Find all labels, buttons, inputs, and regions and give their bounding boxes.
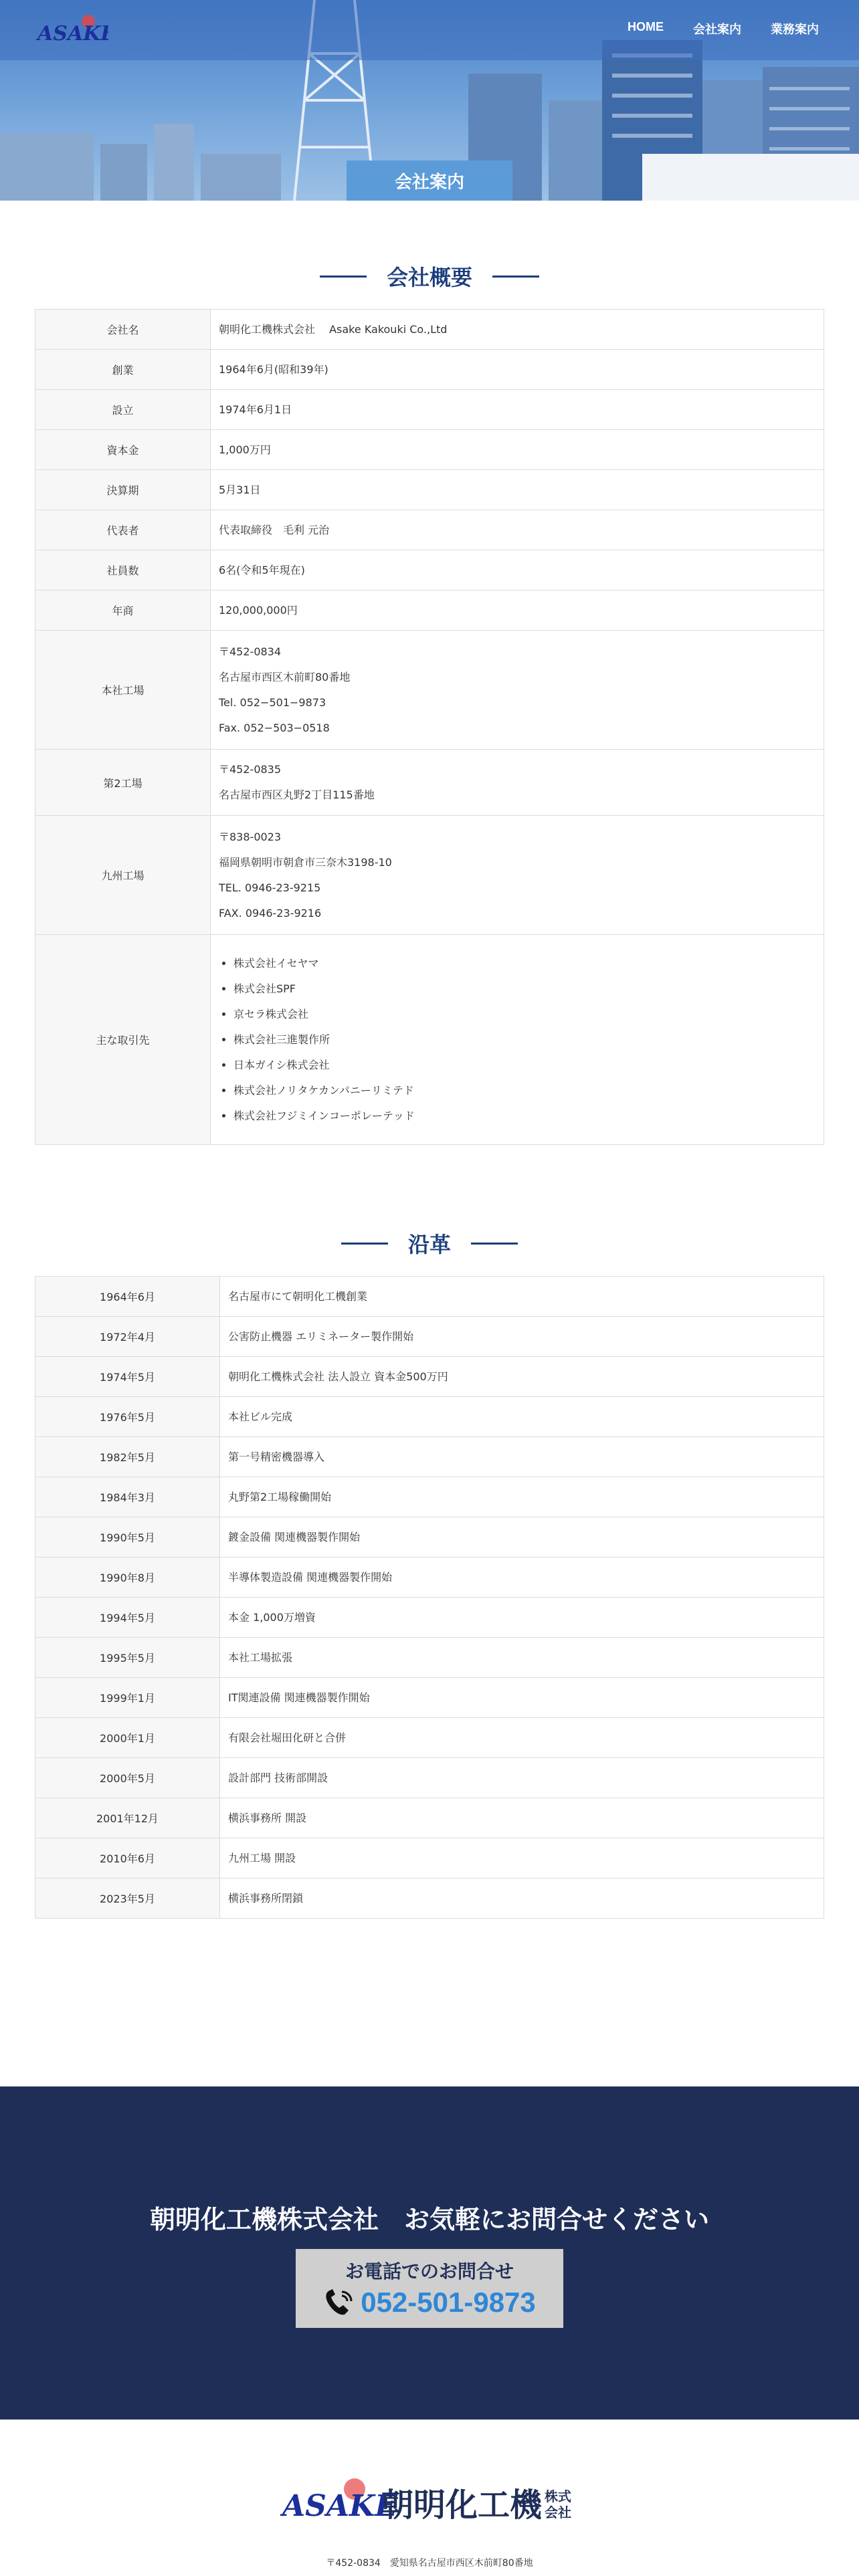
nav-business[interactable]: 業務案内 [771, 23, 819, 36]
overview-row [35, 631, 824, 750]
history-row [35, 1718, 824, 1758]
overview-value-line: Fax. 052−503−0518 [219, 721, 330, 734]
history-table [35, 1276, 824, 1919]
history-event: 横浜事務所 開設 [220, 1798, 824, 1838]
history-row [35, 1638, 824, 1678]
overview-label: 代表者 [35, 510, 211, 550]
overview-row [35, 816, 824, 935]
overview-value [211, 430, 824, 470]
history-date: 1990年8月 [35, 1558, 220, 1598]
contact-heading: 朝明化工機株式会社 お気軽にお問合せください [149, 2205, 709, 2234]
history-row [35, 1397, 824, 1437]
history-event: 半導体製造設備 関連機器製作開始 [220, 1558, 824, 1598]
history-event: 鍍金設備 関連機器製作開始 [220, 1517, 824, 1558]
nav-company[interactable]: 会社案内 [693, 23, 741, 36]
overview-value [211, 510, 824, 550]
client-item: • 京セラ株式会社 [233, 1002, 824, 1027]
phone-number[interactable]: 052-501-9873 [361, 2286, 536, 2318]
overview-row [35, 430, 824, 470]
history-event: 朝明化工機株式会社 法人設立 資本金500万円 [220, 1357, 824, 1397]
overview-row [35, 591, 824, 631]
svg-text:朝明化工機: 朝明化工機 [381, 2486, 543, 2524]
overview-row [35, 310, 824, 350]
overview-row [35, 350, 824, 390]
history-date: 1990年5月 [35, 1517, 220, 1558]
overview-value-line: 代表取締役 毛利 元治 [219, 523, 330, 536]
overview-value-line: 1974年6月1日 [219, 403, 292, 416]
history-event: 横浜事務所閉鎖 [220, 1879, 824, 1919]
phone-contact-label: お電話でのお問合せ [345, 2260, 514, 2282]
history-date: 1972年4月 [35, 1317, 220, 1357]
history-row [35, 1477, 824, 1517]
clients-list [219, 951, 824, 1129]
overview-row [35, 550, 824, 591]
history-date: 1995年5月 [35, 1638, 220, 1678]
svg-text:ASAKE: ASAKE [37, 22, 108, 45]
svg-text:ASAKE: ASAKE [282, 2489, 397, 2523]
overview-label: 決算期 [35, 470, 211, 510]
history-event: 第一号精密機器導入 [220, 1437, 824, 1477]
overview-label: 社員数 [35, 550, 211, 591]
history-date: 1974年5月 [35, 1357, 220, 1397]
history-event: 本金 1,000万増資 [220, 1598, 824, 1638]
overview-value-line: 〒452-0835 [219, 763, 282, 776]
svg-text:会社: 会社 [545, 2504, 571, 2520]
contact-section [0, 2086, 859, 2420]
history-row [35, 1437, 824, 1477]
overview-row-clients [35, 935, 824, 1145]
overview-row [35, 510, 824, 550]
client-item: • 株式会社イセヤマ [233, 951, 824, 976]
footer-logo[interactable] [280, 2474, 579, 2528]
history-date: 1999年1月 [35, 1678, 220, 1718]
overview-value [211, 591, 824, 631]
overview-value-line: 名古屋市西区木前町80番地 [219, 670, 351, 683]
history-date: 1982年5月 [35, 1437, 220, 1477]
client-item: • 株式会社フジミインコーポレーテッド [233, 1103, 824, 1129]
history-date: 2001年12月 [35, 1798, 220, 1838]
overview-value-line: 福岡県朝明市朝倉市三奈木3198-10 [219, 855, 392, 869]
history-event: 丸野第2工場稼働開始 [220, 1477, 824, 1517]
overview-label: 創業 [35, 350, 211, 390]
history-date: 2010年6月 [35, 1838, 220, 1879]
history-event: IT関連設備 関連機器製作開始 [220, 1678, 824, 1718]
history-date: 1964年6月 [35, 1277, 220, 1317]
title-rule-right [471, 1243, 518, 1245]
history-row [35, 1317, 824, 1357]
phone-contact-box[interactable] [296, 2249, 563, 2328]
overview-value-line: 〒838-0023 [219, 830, 282, 843]
overview-label: 第2工場 [35, 750, 211, 816]
history-title: 沿革 [0, 1228, 859, 1259]
svg-text:株式: 株式 [545, 2488, 571, 2504]
history-event: 有限会社堀田化研と合併 [220, 1718, 824, 1758]
overview-value [211, 750, 824, 816]
history-row [35, 1838, 824, 1879]
history-event: 九州工場 開設 [220, 1838, 824, 1879]
history-row [35, 1758, 824, 1798]
history-event: 名古屋市にて朝明化工機創業 [220, 1277, 824, 1317]
history-event: 設計部門 技術部開設 [220, 1758, 824, 1798]
overview-value-line: 1964年6月(昭和39年) [219, 362, 328, 376]
history-date: 2000年5月 [35, 1758, 220, 1798]
history-date: 2000年1月 [35, 1718, 220, 1758]
history-date: 1984年3月 [35, 1477, 220, 1517]
overview-value-line: 6名(令和5年現在) [219, 563, 305, 576]
history-row [35, 1357, 824, 1397]
overview-title: 会社概要 [0, 261, 859, 292]
history-date: 1976年5月 [35, 1397, 220, 1437]
overview-row [35, 390, 824, 430]
overview-row [35, 750, 824, 816]
history-event: 本社工場拡張 [220, 1638, 824, 1678]
history-event: 公害防止機器 エリミネーター製作開始 [220, 1317, 824, 1357]
overview-value-line: 朝明化工機株式会社 Asake Kakouki Co.,Ltd [219, 322, 448, 336]
overview-value-line: FAX. 0946-23-9216 [219, 906, 322, 920]
client-item: • 日本ガイシ株式会社 [233, 1053, 824, 1078]
history-row [35, 1558, 824, 1598]
overview-value [211, 550, 824, 591]
overview-value-line: 120,000,000円 [219, 603, 298, 617]
overview-label: 資本金 [35, 430, 211, 470]
overview-value [211, 310, 824, 350]
overview-value [211, 470, 824, 510]
overview-value-line: TEL. 0946-23-9215 [219, 881, 321, 894]
clients-list-cell [211, 935, 824, 1145]
overview-label: 会社名 [35, 310, 211, 350]
history-row [35, 1798, 824, 1838]
history-date: 2023年5月 [35, 1879, 220, 1919]
overview-label: 設立 [35, 390, 211, 430]
title-rule-left [341, 1243, 388, 1245]
history-row [35, 1277, 824, 1317]
asake-logo[interactable] [35, 12, 108, 48]
client-item: • 株式会社三進製作所 [233, 1027, 824, 1053]
footer-address: 〒452-0834 愛知県名古屋市西区木前町80番地 [326, 2558, 533, 2569]
overview-value [211, 631, 824, 750]
overview-label: 主な取引先 [35, 935, 211, 1145]
title-rule-left [320, 276, 367, 278]
history-event: 本社ビル完成 [220, 1397, 824, 1437]
title-rule-right [492, 276, 539, 278]
history-row [35, 1879, 824, 1919]
client-item: • 株式会社ノリタケカンパニーリミテド [233, 1078, 824, 1103]
overview-value [211, 816, 824, 935]
main-nav [598, 20, 819, 37]
overview-value-line: 〒452-0834 [219, 645, 282, 658]
phone-icon [323, 2288, 355, 2317]
overview-value-line: 5月31日 [219, 483, 261, 496]
client-item: • 株式会社SPF [233, 976, 824, 1002]
history-date: 1994年5月 [35, 1598, 220, 1638]
overview-value-line: 1,000万円 [219, 443, 271, 456]
overview-value-line: 名古屋市西区丸野2丁目115番地 [219, 788, 375, 801]
history-row [35, 1517, 824, 1558]
overview-label: 九州工場 [35, 816, 211, 935]
hero-page-label: 会社案内 [347, 160, 512, 201]
overview-row [35, 470, 824, 510]
nav-home[interactable]: HOME [628, 20, 664, 33]
overview-value [211, 390, 824, 430]
overview-value-line: Tel. 052−501−9873 [219, 695, 326, 709]
overview-value [211, 350, 824, 390]
history-row [35, 1598, 824, 1638]
history-row [35, 1678, 824, 1718]
overview-label: 年商 [35, 591, 211, 631]
company-overview-table [35, 309, 824, 1145]
overview-label: 本社工場 [35, 631, 211, 750]
hero-banner [0, 0, 859, 201]
